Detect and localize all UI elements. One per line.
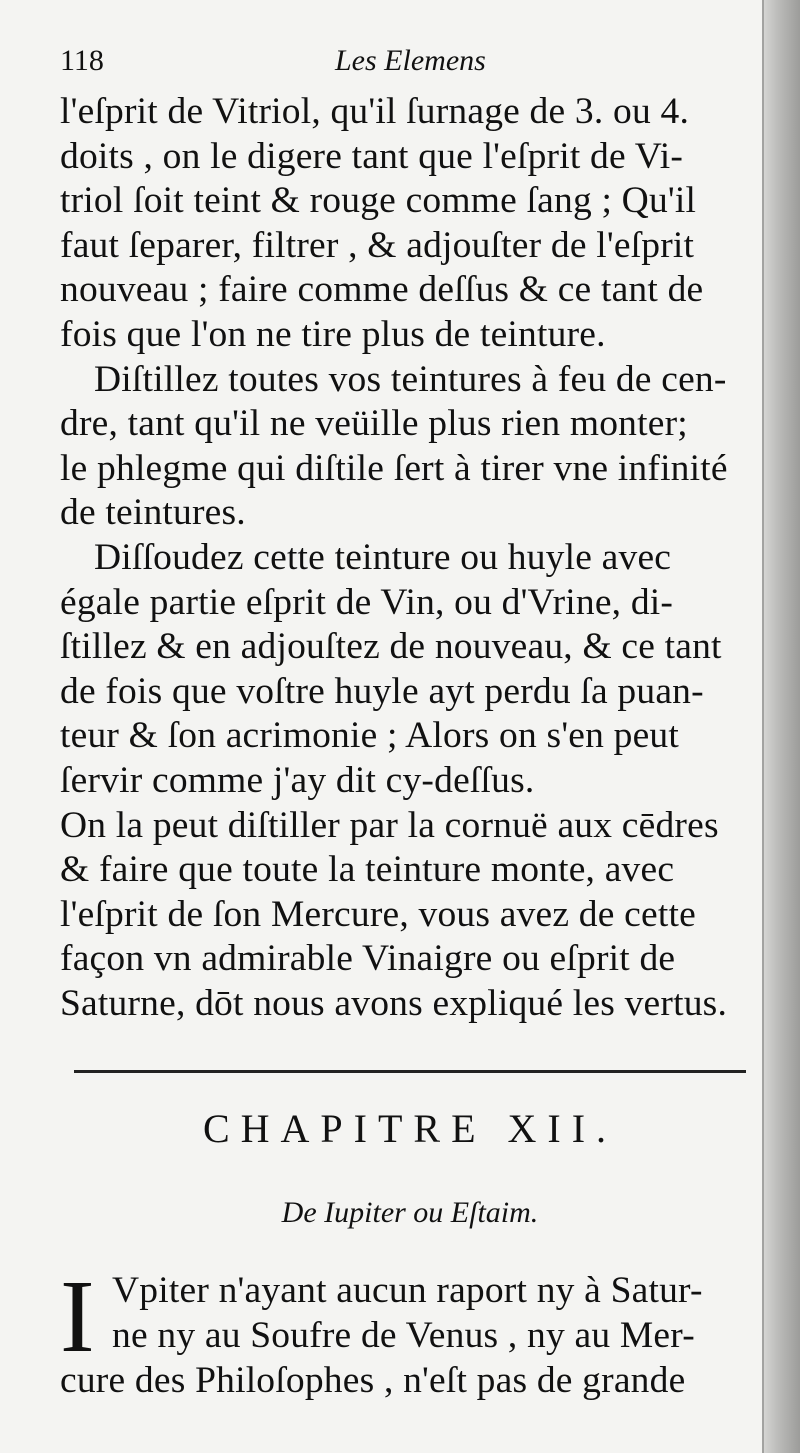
- text-line: teur & ſon acrimonie ; Alors on s'en peut: [60, 715, 680, 757]
- text-line: dre, tant qu'il ne veüille plus rien monter;: [60, 403, 688, 445]
- text-line: de teintures.: [60, 492, 246, 534]
- page-number: 118: [60, 44, 104, 77]
- running-head: [60, 40, 760, 90]
- drop-cap: I: [60, 1259, 95, 1375]
- body-text: [60, 90, 760, 1026]
- text-line: Vpiter n'ayant aucun raport ny à Satur-: [112, 1270, 703, 1312]
- text-line: ne ny au Soufre de Venus , ny au Mer-: [112, 1315, 695, 1357]
- text-line: de fois que voſtre huyle ayt perdu ſa puan-: [60, 670, 704, 712]
- chapter-divider-rule: [74, 1070, 746, 1073]
- text-line: faut ſeparer, filtrer , & adjouſter de l'eſprit: [60, 224, 695, 266]
- text-line: cure des Philoſophes , n'eſt pas de grande: [60, 1359, 686, 1401]
- text-line: Saturne, dōt nous avons expliqué les vertus.: [60, 982, 728, 1024]
- text-line: doits , on le digere tant que l'eſprit de Vi-: [60, 135, 684, 177]
- chapter-subtitle: De Iupiter ou Eſtaim.: [281, 1196, 539, 1230]
- text-line: ſervir comme j'ay dit cy-deſſus.: [60, 759, 535, 801]
- page-edge-shadow: [762, 0, 800, 1453]
- chapter-opening-paragraph: [60, 1259, 760, 1403]
- page-content: [60, 40, 760, 1403]
- text-line: le phlegme qui diſtile ſert à tirer vne infinité: [60, 447, 728, 489]
- text-line: On la peut diſtiller par la cornuë aux cēdres: [60, 804, 719, 846]
- chapter-heading: CHAPITRE XII.: [202, 1106, 618, 1152]
- text-line: l'eſprit de Vitriol, qu'il ſurnage de 3. ou 4.: [60, 91, 690, 132]
- text-line: & faire que toute la teinture monte, avec: [60, 849, 675, 891]
- text-line: ſtillez & en adjouſtez de nouveau, & ce tant: [60, 626, 722, 668]
- text-line: façon vn admirable Vinaigre ou eſprit de: [60, 938, 676, 980]
- text-line: triol ſoit teint & rouge comme ſang ; Qu'il: [60, 180, 697, 222]
- text-line: Diſtillez toutes vos teintures à feu de cen-: [94, 358, 727, 400]
- page-edge-line: [762, 0, 764, 1453]
- running-title: Les Elemens: [335, 44, 486, 77]
- text-line: nouveau ; faire comme deſſus & ce tant de: [60, 269, 704, 311]
- text-line: l'eſprit de ſon Mercure, vous avez de cette: [60, 893, 696, 935]
- text-line: égale partie eſprit de Vin, ou d'Vrine, di-: [60, 581, 674, 623]
- text-line: Diſſoudez cette teinture ou huyle avec: [94, 536, 672, 578]
- text-line: fois que l'on ne tire plus de teinture.: [60, 313, 606, 355]
